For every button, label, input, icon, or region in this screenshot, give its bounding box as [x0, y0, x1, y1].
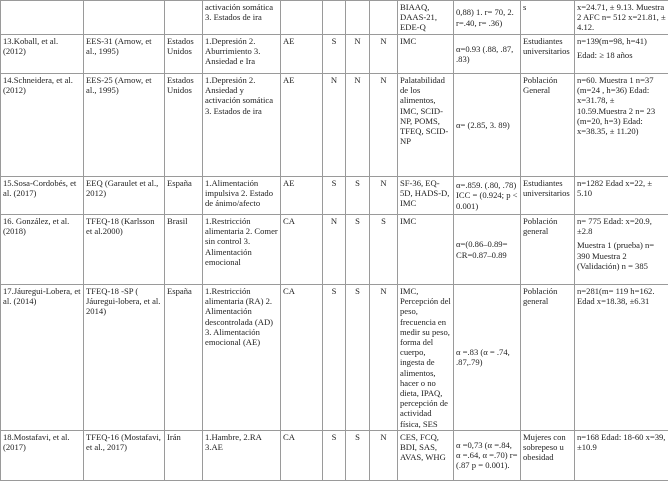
- criterion-2-cell: N: [346, 35, 370, 74]
- country-cell: España: [165, 177, 203, 215]
- instrument-cell: EES-31 (Arnow, et al., 1995): [84, 35, 165, 74]
- other-instruments-cell: IMC: [398, 215, 454, 285]
- criterion-3-cell: S: [370, 215, 398, 285]
- dimensions-cell: 1.Hambre, 2.RA 3.AE: [203, 430, 281, 480]
- author-cell: 18.Mostafavi, et al. (2017): [1, 430, 84, 480]
- sample-stats-cell: [575, 285, 668, 431]
- sample-stats-cell: [575, 35, 668, 74]
- dimensions-cell: 1.Alimentación impulsiva 2. Estado de ánimo/afecto: [203, 177, 281, 215]
- criterion-2-cell: S: [346, 215, 370, 285]
- criterion-3-cell: N: [370, 285, 398, 431]
- author-cell: 13.Koball, et al. (2012): [1, 35, 84, 74]
- author-cell: [1, 1, 84, 35]
- table-row: [1, 74, 668, 177]
- instrument-cell: TFEQ-18 -SP ( Jáuregui-lobera, et al. 2014): [84, 285, 165, 431]
- other-instruments-cell: CES, FCQ, BDI, SAS, AVAS, WHG: [398, 430, 454, 480]
- sample-stats-line: n= 775 Edad: x=20.9, ±2.8: [577, 216, 666, 236]
- sample-stats-cell: [575, 430, 668, 480]
- sample-stats-line: n=281(m= 119 h=162. Edad x=18.38, ±6.31: [577, 286, 666, 306]
- other-instruments-cell: SF-36, EQ-5D, HADS-D, IMC: [398, 177, 454, 215]
- type-cell: AE: [281, 35, 323, 74]
- table-row: [1, 215, 668, 285]
- sample-stats-line: n=168 Edad: 18-60 x=39, ±10.9: [577, 432, 666, 452]
- criterion-1-cell: N: [323, 215, 346, 285]
- author-cell: 16. González, et al. (2018): [1, 215, 84, 285]
- country-cell: Brasil: [165, 215, 203, 285]
- criterion-1-cell: [323, 1, 346, 35]
- sample-stats-cell: [575, 215, 668, 285]
- criterion-1-cell: S: [323, 430, 346, 480]
- dimensions-cell: 1.Restricción alimentaria 2. Comer sin control 3. Alimentación emocional: [203, 215, 281, 285]
- criterion-1-cell: S: [323, 35, 346, 74]
- sample-stats-cell: [575, 177, 668, 215]
- reliability-cell: α=0.93 (.88, .87, .83): [454, 35, 521, 74]
- sample-cell: s: [521, 1, 575, 35]
- dimensions-cell: 1.Depresión 2. Aburrimiento 3. Ansiedad e Ira: [203, 35, 281, 74]
- instrument-cell: [84, 1, 165, 35]
- sample-stats-cell: [575, 74, 668, 177]
- instrument-cell: EEQ (Garaulet et al., 2012): [84, 177, 165, 215]
- table-row: [1, 430, 668, 480]
- sample-stats-line: n=139(m=98, h=41): [577, 36, 666, 46]
- table-row: [1, 35, 668, 74]
- other-instruments-cell: BIAAQ, DAAS-21, EDE-Q: [398, 1, 454, 35]
- author-cell: 14.Schneidera, et al. (2012): [1, 74, 84, 177]
- table-row: [1, 177, 668, 215]
- sample-stats-line: x=24.71, ± 9.13. Muestra 2 AFC n= 512 x=21.81, ± 4.12.: [577, 2, 666, 33]
- criterion-3-cell: [370, 1, 398, 35]
- dimensions-cell: 1.Restricción alimentaria (RA) 2. Alimentación descontrolada (AD) 3. Alimentación emocional (AE): [203, 285, 281, 431]
- type-cell: AE: [281, 74, 323, 177]
- criterion-1-cell: N: [323, 74, 346, 177]
- type-cell: AE: [281, 177, 323, 215]
- instrument-cell: TFEQ-18 (Karlsson et al.2000): [84, 215, 165, 285]
- type-cell: CA: [281, 430, 323, 480]
- sample-cell: Mujeres con sobrepeso u obesidad: [521, 430, 575, 480]
- author-cell: 15.Sosa-Cordobés, et al. (2017): [1, 177, 84, 215]
- criterion-3-cell: N: [370, 35, 398, 74]
- reliability-cell: α =0,73 (α =.84, α =.64, α =.70) r= (.87 p = 0.001).: [454, 430, 521, 480]
- instrument-cell: TFEQ-16 (Mostafavi, et al., 2017): [84, 430, 165, 480]
- sample-stats-line: n=60. Muestra 1 n=37 (m=24 , h=36) Edad: x=31.78, ± 10.59.Muestra 2 n= 23 (m=20, h=3) Edad: x=38.35, ± 11.20): [577, 75, 666, 136]
- sample-stats-cell: [575, 1, 668, 35]
- country-cell: [165, 1, 203, 35]
- sample-cell: Estudiantes universitarios: [521, 177, 575, 215]
- criterion-2-cell: S: [346, 285, 370, 431]
- type-cell: CA: [281, 215, 323, 285]
- criterion-3-cell: N: [370, 177, 398, 215]
- sample-cell: Estudiantes universitarios: [521, 35, 575, 74]
- type-cell: [281, 1, 323, 35]
- country-cell: España: [165, 285, 203, 431]
- reliability-cell: 0,88) 1. r= 70, 2. r=.40, r= .36): [454, 1, 521, 35]
- criterion-2-cell: S: [346, 177, 370, 215]
- reliability-cell: α= (2.85, 3. 89): [454, 74, 521, 177]
- country-cell: Estados Unidos: [165, 74, 203, 177]
- country-cell: Estados Unidos: [165, 35, 203, 74]
- country-cell: Irán: [165, 430, 203, 480]
- sample-cell: Población general: [521, 215, 575, 285]
- dimensions-cell: activación somática 3. Estados de ira: [203, 1, 281, 35]
- criterion-3-cell: N: [370, 74, 398, 177]
- instrument-cell: EES-25 (Arnow, et al., 1995): [84, 74, 165, 177]
- criterion-2-cell: [346, 1, 370, 35]
- sample-stats-line: n=1282 Edad x=22, ± 5.10: [577, 178, 666, 198]
- other-instruments-cell: IMC, Percepción del peso, frecuencia en medir su peso, forma del cuerpo, ingesta de alimentos, hacer o no dieta, IPAQ, percepción de actividad física, SES: [398, 285, 454, 431]
- table-row: [1, 285, 668, 431]
- criterion-2-cell: N: [346, 74, 370, 177]
- sample-cell: Población General: [521, 74, 575, 177]
- other-instruments-cell: IMC: [398, 35, 454, 74]
- reliability-cell: α =.83 (α = .74, .87,.79): [454, 285, 521, 431]
- sample-stats-line: Muestra 1 (prueba) n= 390 Muestra 2 (Validación) n = 385: [577, 240, 666, 271]
- other-instruments-cell: Palatabilidad de los alimentos, IMC, SCID-NP, POMS, TFEQ, SCID-NP: [398, 74, 454, 177]
- table-row: [1, 1, 668, 35]
- dimensions-cell: 1.Depresión 2. Ansiedad y activación somática 3. Estados de ira: [203, 74, 281, 177]
- author-cell: 17.Jáuregui-Lobera, et al. (2014): [1, 285, 84, 431]
- sample-stats-line: Edad: ≥ 18 años: [577, 50, 666, 60]
- criterion-1-cell: S: [323, 285, 346, 431]
- reliability-cell: α=.859. (.80, .78) ICC = (0.924; p < 0.001): [454, 177, 521, 215]
- reliability-cell: α=(0.86–0.89= CR=0.87–0.89: [454, 215, 521, 285]
- criterion-1-cell: S: [323, 177, 346, 215]
- criterion-2-cell: S: [346, 430, 370, 480]
- type-cell: CA: [281, 285, 323, 431]
- criterion-3-cell: N: [370, 430, 398, 480]
- sample-cell: Población general: [521, 285, 575, 431]
